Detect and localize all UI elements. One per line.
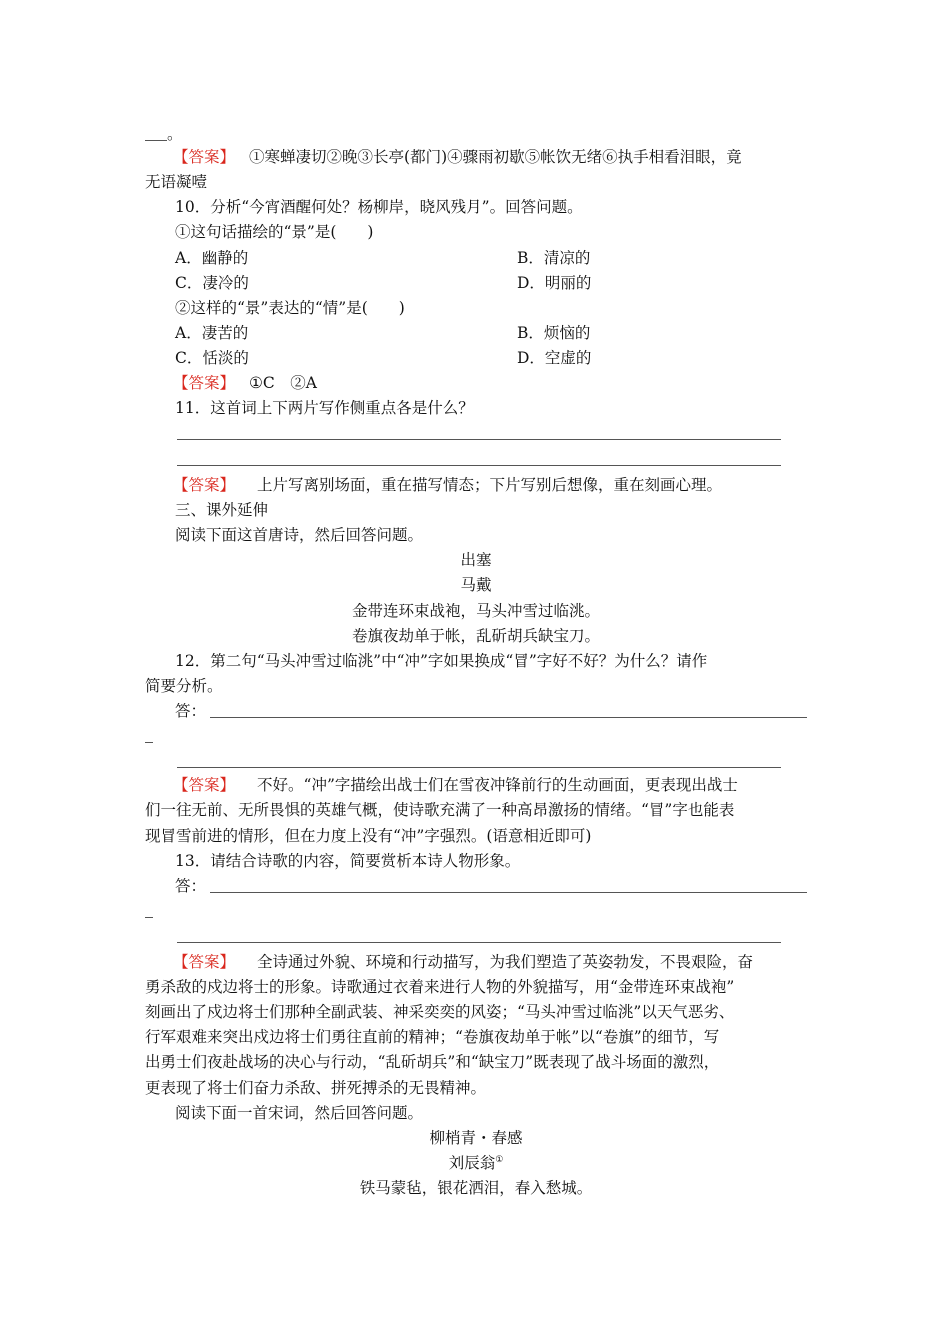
q13-answer-line3: 刻画出了戍边将士们那种全副武装、神采奕奕的风姿；“马头冲雪过临洮”以天气恶劣、 (145, 1003, 735, 1021)
q13-answer-line1 (173, 950, 753, 975)
answer-blank-line (177, 942, 781, 943)
answer-tag: 【答案】 (173, 776, 236, 794)
answer-blank-line (177, 439, 781, 440)
q10-sub1-option-d: D．明丽的 (517, 274, 592, 292)
poem-line-1: 金带连环束战袍，马头冲雪过临洮。 (351, 602, 600, 620)
answer-tag: 【答案】 (173, 148, 236, 166)
q13-answer-line5: 出勇士们夜赴战场的决心与行动，“乱斫胡兵”和“缺宝刀”既表现了战斗场面的激烈， (145, 1053, 720, 1071)
q10-sub1-option-c: C．凄冷的 (175, 274, 249, 292)
answer-tag: 【答案】 (173, 476, 236, 494)
song-poem-author (145, 1151, 807, 1176)
top-fragment: 。 (167, 125, 183, 143)
q9-answer-line2: 无语凝噎 (145, 173, 208, 191)
song-poem-title: 柳梢青・春感 (429, 1129, 523, 1147)
section3-heading: 三、课外延伸 (175, 501, 269, 519)
answer-blank-line (145, 140, 167, 141)
q13-answer-line2: 勇杀敌的戍边将士的形象。诗歌通过衣着来进行人物的外貌描写，用“金带连环束战袍” (145, 978, 735, 996)
q11-answer-text: 上片写离别场面，重在描写情态；下片写别后想像，重在刻画心理。 (257, 476, 723, 494)
q10-sub2-option-d: D．空虚的 (517, 349, 592, 367)
q12-answer-line2: 们一往无前、无所畏惧的英雄气概，使诗歌充满了一种高昂激扬的情绪。“冒”字也能表 (145, 801, 735, 819)
song-author-name: 刘辰翁 (448, 1154, 496, 1172)
answer-blank-line (210, 717, 807, 718)
poem-author: 马戴 (460, 576, 492, 594)
q10-sub1-option-a: A．幽静的 (175, 249, 249, 267)
poem-line-2: 卷旗夜劫单于帐，乱斫胡兵缺宝刀。 (351, 627, 600, 645)
poem-title: 出塞 (460, 551, 492, 569)
q12-answer-text: 不好。“冲”字描绘出战士们在雪夜冲锋前行的生动画面，更表现出战士 (257, 776, 738, 794)
q10-sub2-option-c: C．恬淡的 (175, 349, 249, 367)
q11-answer (173, 473, 722, 498)
answer-blank-line (177, 767, 781, 768)
q9-answer-line1 (173, 145, 742, 170)
answer-tag: 【答案】 (173, 953, 236, 971)
q10-sub2-option-b: B．烦恼的 (517, 324, 591, 342)
q12-answer-prefix: 答： (175, 702, 207, 720)
q10-stem: 10．分析“今宵酒醒何处？杨柳岸，晓风残月”。回答问题。 (175, 198, 583, 216)
q11-stem: 11．这首词上下两片写作侧重点各是什么？ (175, 399, 474, 417)
answer-tag: 【答案】 (173, 374, 236, 392)
q13-answer-line4: 行军艰难来突出戍边将士们勇往直前的精神；“卷旗夜劫单于帐”以“卷旗”的细节，写 (145, 1028, 720, 1046)
section3-intro: 阅读下面这首唐诗，然后回答问题。 (175, 526, 424, 544)
section-song-intro: 阅读下面一首宋词，然后回答问题。 (175, 1104, 424, 1122)
q9-answer-text: ①寒蝉凄切②晚③长亭(都门)④骤雨初歇⑤帐饮无绪⑥执手相看泪眼，竟 (249, 148, 742, 166)
q12-answer-line1 (173, 773, 738, 798)
q12-stem-line1: 12．第二句“马头冲雪过临洮”中“冲”字如果换成“冒”字好不好？为什么？请作 (175, 652, 708, 670)
q13-stem: 13．请结合诗歌的内容，简要赏析本诗人物形象。 (175, 852, 521, 870)
answer-blank-line (145, 917, 153, 918)
q13-answer-line6: 更表现了将士们奋力杀敌、拼死搏杀的无畏精神。 (145, 1079, 487, 1097)
q10-sub1: ①这句话描绘的“景”是( ) (175, 223, 374, 241)
answer-blank-line (177, 465, 781, 466)
q12-answer-line3: 现冒雪前进的情形，但在力度上没有“冲”字强烈。(语意相近即可) (145, 827, 592, 845)
answer-blank-line (210, 892, 807, 893)
q10-answer-text: ①C ②A (249, 374, 317, 392)
q10-sub1-option-b: B．清凉的 (517, 249, 591, 267)
q10-sub2: ②这样的“景”表达的“情”是( ) (175, 299, 405, 317)
footnote-marker: ① (495, 1154, 504, 1165)
q10-answer (173, 371, 317, 396)
q13-answer-text: 全诗通过外貌、环境和行动描写，为我们塑造了英姿勃发，不畏艰险，奋 (257, 953, 754, 971)
q13-answer-prefix: 答： (175, 877, 207, 895)
q12-stem-line2: 简要分析。 (145, 677, 223, 695)
answer-blank-line (145, 742, 153, 743)
song-poem-line: 铁马蒙毡，银花洒泪，春入愁城。 (359, 1179, 593, 1197)
q10-sub2-option-a: A．凄苦的 (175, 324, 249, 342)
